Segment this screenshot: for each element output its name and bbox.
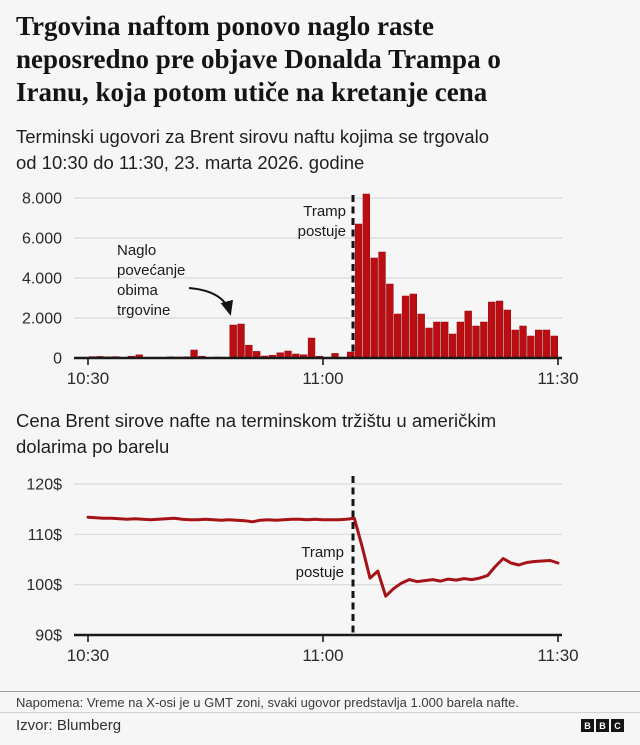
volume-bar [441,322,448,358]
volume-bar [433,322,440,358]
y-axis-label: 8.000 [21,190,62,208]
y-axis-label: 2.000 [21,310,62,328]
x-axis-label: 11:00 [302,369,344,388]
event-label: Tramp [301,544,344,561]
event-label: postuje [297,223,346,240]
annotation-text: obima [117,282,158,299]
page-title-line: Iranu, koja potom utiče na kretanje cena [16,77,488,107]
volume-bar [308,338,315,358]
bbc-logo-letter: B [596,719,609,732]
volume-bar [480,322,487,358]
x-axis-ticks [88,636,558,642]
volume-bar [402,296,409,358]
volume-bar [465,311,472,358]
y-axis-label: 0 [53,350,62,368]
chart2-subtitle-line: dolarima po barelu [16,436,170,457]
volume-bar [551,336,558,358]
volume-bar [245,345,252,358]
volume-bar [512,330,519,358]
footer-divider-bottom [0,712,640,713]
volume-bar [496,301,503,358]
y-axis-label: 4.000 [21,270,62,288]
volume-bar [504,310,511,358]
volume-bar [238,324,245,358]
x-axis-label: 11:30 [537,646,579,665]
x-axis-ticks [88,359,558,365]
volume-bar [230,325,237,358]
page-title-line: neposredno pre objave Donalda Trampa o [16,44,501,74]
annotation-text: Naglo [117,242,157,259]
x-axis-label: 10:30 [66,646,110,665]
bbc-logo [581,719,624,732]
chart1-subtitle-line: Terminski ugovori za Brent sirovu naftu kojima se trgovalo [16,126,489,147]
bbc-logo-letter: B [581,719,594,732]
volume-bar [527,336,534,358]
x-axis-label: 11:30 [537,369,579,388]
page-title-line: Trgovina naftom ponovo naglo raste [16,11,435,41]
y-axis-label: 6.000 [21,230,62,248]
chart1-subtitle-line: od 10:30 do 11:30, 23. marta 2026. godine [16,152,365,173]
volume-bar [371,258,378,358]
volume-bar [418,314,425,358]
event-label: Tramp [303,203,346,220]
footer-divider-top [0,691,640,692]
source-row [16,717,624,734]
y-axis-label: 100$ [26,577,62,595]
price-line-chart [0,468,640,683]
chart1-subtitle [16,124,628,176]
footnote: Napomena: Vreme na X-osi je u GMT zoni, svaki ugovor predstavlja 1.000 barela nafte. [16,695,519,710]
volume-bar [488,302,495,358]
volume-bar [535,330,542,358]
volume-bar [379,252,386,358]
volume-bar [363,194,370,358]
bbc-logo-letter: C [611,719,624,732]
source-label: Izvor: Blumberg [16,717,122,734]
x-axis-label: 10:30 [66,369,110,388]
volume-bar [410,294,417,358]
y-axis-label: 120$ [26,476,62,494]
x-axis-label: 11:00 [302,646,344,665]
volume-bar [543,330,550,358]
event-label: postuje [295,564,344,581]
chart2-subtitle [16,408,628,460]
y-axis-label: 110$ [27,526,62,544]
volume-bar [457,322,464,358]
volume-bar-chart [0,183,640,398]
volume-bar [426,328,433,358]
chart2-subtitle-line: Cena Brent sirove nafte na terminskom tržištu u američkim [16,410,497,431]
volume-bar [473,326,480,358]
volume-bar [520,326,527,358]
page-title [16,10,628,109]
y-axis-label: 90$ [35,627,62,645]
annotation-text: trgovine [117,302,171,319]
volume-bar [449,334,456,358]
annotation-text: povećanje [117,262,186,279]
annotation-arrow [189,288,230,313]
volume-bar [386,284,393,358]
volume-bar [355,224,362,358]
volume-bar [394,314,401,358]
